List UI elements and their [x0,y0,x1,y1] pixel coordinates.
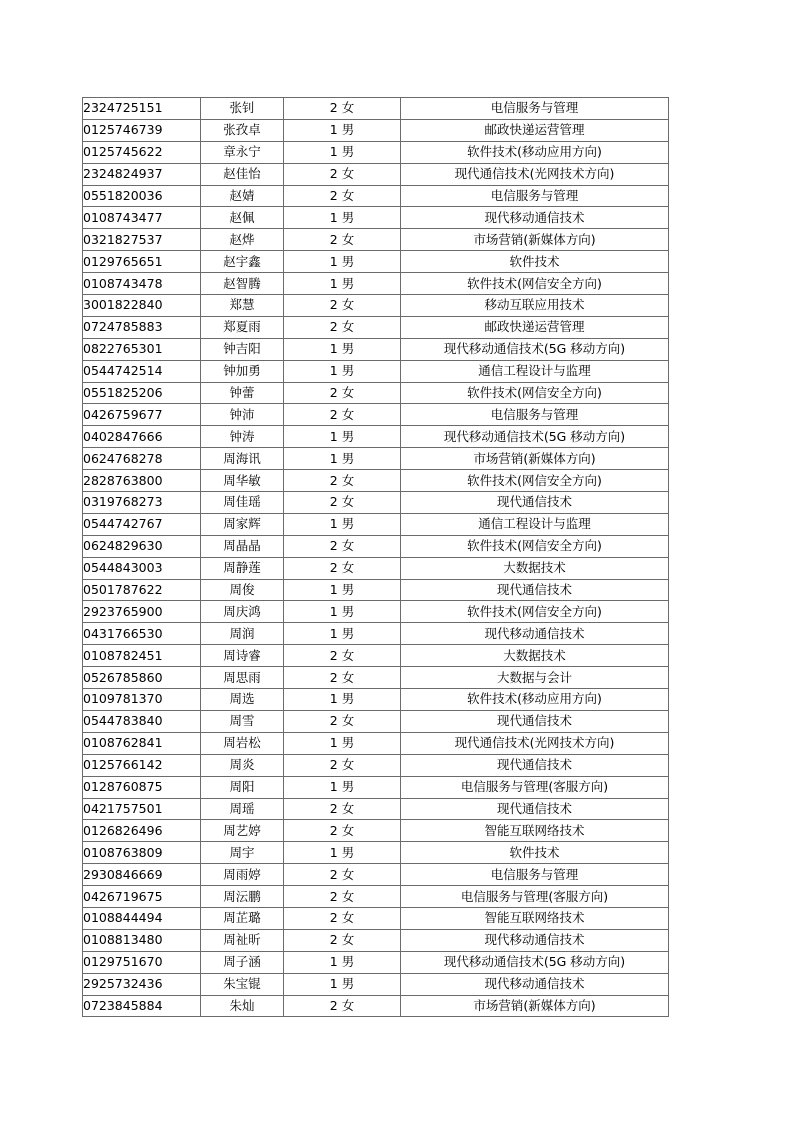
student-major-cell: 软件技术(网信安全方向) [401,535,669,557]
student-gender-cell: 1 男 [284,951,401,973]
student-gender-cell: 1 男 [284,448,401,470]
student-id-cell: 0108844494 [83,907,201,929]
student-id-cell: 0108743477 [83,207,201,229]
table-row [83,207,669,229]
student-major-cell: 市场营销(新媒体方向) [401,448,669,470]
student-gender-cell: 2 女 [284,382,401,404]
student-id-cell: 0128760875 [83,776,201,798]
student-gender-cell: 2 女 [284,185,401,207]
student-name-cell: 赵佩 [201,207,284,229]
student-gender-cell: 2 女 [284,907,401,929]
student-gender-cell: 2 女 [284,995,401,1017]
table-row [83,842,669,864]
student-gender-cell: 1 男 [284,513,401,535]
student-name-cell: 赵烨 [201,229,284,251]
student-id-cell: 0108743478 [83,273,201,295]
table-row [83,295,669,317]
student-name-cell: 周沄鹏 [201,886,284,908]
student-gender-cell: 1 男 [284,360,401,382]
student-name-cell: 周家辉 [201,513,284,535]
student-name-cell: 郑慧 [201,295,284,317]
student-name-cell: 周雪 [201,710,284,732]
student-id-cell: 0426759677 [83,404,201,426]
student-name-cell: 钟加勇 [201,360,284,382]
table-row [83,907,669,929]
table-row [83,229,669,251]
student-id-cell: 2828763800 [83,470,201,492]
student-gender-cell: 2 女 [284,710,401,732]
student-major-cell: 电信服务与管理 [401,98,669,120]
student-major-cell: 智能互联网络技术 [401,907,669,929]
student-name-cell: 周佳瑶 [201,492,284,514]
student-gender-cell: 1 男 [284,601,401,623]
table-row [83,141,669,163]
student-major-cell: 现代移动通信技术 [401,207,669,229]
student-name-cell: 钟吉阳 [201,338,284,360]
student-gender-cell: 2 女 [284,295,401,317]
student-id-cell: 0108762841 [83,732,201,754]
student-name-cell: 赵佳怡 [201,163,284,185]
roster-body [83,98,669,1017]
student-id-cell: 0108782451 [83,645,201,667]
student-major-cell: 软件技术(网信安全方向) [401,470,669,492]
student-name-cell: 周雨婷 [201,864,284,886]
student-major-cell: 邮政快递运营管理 [401,316,669,338]
student-id-cell: 0544742767 [83,513,201,535]
student-gender-cell: 1 男 [284,141,401,163]
student-gender-cell: 2 女 [284,754,401,776]
student-major-cell: 通信工程设计与监理 [401,513,669,535]
table-row [83,645,669,667]
student-gender-cell: 2 女 [284,864,401,886]
student-major-cell: 现代通信技术(光网技术方向) [401,732,669,754]
table-row [83,185,669,207]
student-name-cell: 周晶晶 [201,535,284,557]
table-row [83,382,669,404]
table-row [83,973,669,995]
student-gender-cell: 2 女 [284,557,401,579]
student-gender-cell: 2 女 [284,163,401,185]
student-major-cell: 现代通信技术 [401,754,669,776]
table-row [83,951,669,973]
table-row [83,535,669,557]
student-id-cell: 0402847666 [83,426,201,448]
table-row [83,579,669,601]
student-gender-cell: 2 女 [284,470,401,492]
student-name-cell: 周海讯 [201,448,284,470]
table-row [83,601,669,623]
student-name-cell: 郑夏雨 [201,316,284,338]
student-name-cell: 周瑶 [201,798,284,820]
student-major-cell: 电信服务与管理 [401,404,669,426]
student-gender-cell: 1 男 [284,426,401,448]
table-row [83,338,669,360]
student-id-cell: 3001822840 [83,295,201,317]
student-gender-cell: 1 男 [284,732,401,754]
student-major-cell: 现代通信技术 [401,579,669,601]
student-major-cell: 市场营销(新媒体方向) [401,995,669,1017]
student-id-cell: 0544783840 [83,710,201,732]
student-gender-cell: 2 女 [284,667,401,689]
table-row [83,426,669,448]
student-name-cell: 周润 [201,623,284,645]
table-row [83,492,669,514]
student-gender-cell: 1 男 [284,842,401,864]
student-name-cell: 周俊 [201,579,284,601]
table-row [83,98,669,120]
student-gender-cell: 2 女 [284,492,401,514]
table-row [83,557,669,579]
table-row [83,513,669,535]
table-row [83,929,669,951]
student-name-cell: 周静莲 [201,557,284,579]
table-row [83,886,669,908]
student-major-cell: 软件技术(移动应用方向) [401,689,669,711]
table-row [83,667,669,689]
student-id-cell: 0724785883 [83,316,201,338]
table-row [83,732,669,754]
student-id-cell: 0526785860 [83,667,201,689]
student-gender-cell: 2 女 [284,798,401,820]
table-row [83,689,669,711]
table-row [83,710,669,732]
student-id-cell: 2925732436 [83,973,201,995]
table-row [83,754,669,776]
student-id-cell: 0501787622 [83,579,201,601]
student-id-cell: 0125766142 [83,754,201,776]
student-id-cell: 0544843003 [83,557,201,579]
student-major-cell: 现代移动通信技术 [401,623,669,645]
student-id-cell: 0624768278 [83,448,201,470]
table-row [83,404,669,426]
student-gender-cell: 2 女 [284,645,401,667]
student-id-cell: 0125746739 [83,119,201,141]
student-name-cell: 周芷璐 [201,907,284,929]
student-name-cell: 赵智腾 [201,273,284,295]
student-major-cell: 现代通信技术 [401,798,669,820]
student-name-cell: 周子涵 [201,951,284,973]
student-major-cell: 邮政快递运营管理 [401,119,669,141]
student-id-cell: 2923765900 [83,601,201,623]
student-gender-cell: 1 男 [284,273,401,295]
student-id-cell: 2324725151 [83,98,201,120]
student-major-cell: 软件技术(网信安全方向) [401,273,669,295]
table-row [83,273,669,295]
student-major-cell: 电信服务与管理 [401,185,669,207]
student-id-cell: 0108763809 [83,842,201,864]
student-id-cell: 2930846669 [83,864,201,886]
student-name-cell: 周炎 [201,754,284,776]
student-id-cell: 0551825206 [83,382,201,404]
student-id-cell: 0544742514 [83,360,201,382]
student-name-cell: 张钊 [201,98,284,120]
student-gender-cell: 2 女 [284,929,401,951]
student-name-cell: 赵宇鑫 [201,251,284,273]
student-major-cell: 电信服务与管理(客服方向) [401,886,669,908]
student-name-cell: 周祉昕 [201,929,284,951]
student-name-cell: 周华敏 [201,470,284,492]
student-name-cell: 朱宝锟 [201,973,284,995]
table-row [83,776,669,798]
student-gender-cell: 1 男 [284,579,401,601]
student-id-cell: 0108813480 [83,929,201,951]
table-row [83,820,669,842]
student-major-cell: 大数据技术 [401,645,669,667]
table-row [83,360,669,382]
student-gender-cell: 2 女 [284,535,401,557]
table-row [83,995,669,1017]
student-major-cell: 软件技术(网信安全方向) [401,601,669,623]
student-id-cell: 0431766530 [83,623,201,645]
student-major-cell: 市场营销(新媒体方向) [401,229,669,251]
student-id-cell: 0421757501 [83,798,201,820]
student-major-cell: 现代移动通信技术(5G 移动方向) [401,426,669,448]
student-id-cell: 0109781370 [83,689,201,711]
student-gender-cell: 2 女 [284,886,401,908]
student-major-cell: 电信服务与管理(客服方向) [401,776,669,798]
student-id-cell: 0624829630 [83,535,201,557]
student-gender-cell: 2 女 [284,316,401,338]
table-row [83,623,669,645]
student-name-cell: 钟涛 [201,426,284,448]
student-major-cell: 电信服务与管理 [401,864,669,886]
student-major-cell: 智能互联网络技术 [401,820,669,842]
student-id-cell: 0319768273 [83,492,201,514]
student-gender-cell: 1 男 [284,689,401,711]
student-gender-cell: 1 男 [284,776,401,798]
student-name-cell: 钟沛 [201,404,284,426]
student-id-cell: 0426719675 [83,886,201,908]
student-major-cell: 软件技术(移动应用方向) [401,141,669,163]
student-major-cell: 现代移动通信技术 [401,929,669,951]
student-major-cell: 软件技术(网信安全方向) [401,382,669,404]
student-id-cell: 0129765651 [83,251,201,273]
student-roster-table [82,97,669,1017]
table-row [83,163,669,185]
student-id-cell: 0551820036 [83,185,201,207]
student-major-cell: 大数据技术 [401,557,669,579]
table-row [83,470,669,492]
student-id-cell: 0126826496 [83,820,201,842]
student-name-cell: 张孜卓 [201,119,284,141]
student-major-cell: 大数据与会计 [401,667,669,689]
student-major-cell: 软件技术 [401,251,669,273]
table-row [83,864,669,886]
student-name-cell: 钟蕾 [201,382,284,404]
student-id-cell: 2324824937 [83,163,201,185]
table-row [83,119,669,141]
student-name-cell: 周庆鸿 [201,601,284,623]
student-major-cell: 现代移动通信技术(5G 移动方向) [401,951,669,973]
student-name-cell: 赵婧 [201,185,284,207]
student-name-cell: 周选 [201,689,284,711]
student-name-cell: 周诗睿 [201,645,284,667]
student-name-cell: 周岩松 [201,732,284,754]
student-gender-cell: 1 男 [284,207,401,229]
student-gender-cell: 1 男 [284,251,401,273]
student-id-cell: 0723845884 [83,995,201,1017]
student-major-cell: 现代通信技术(光网技术方向) [401,163,669,185]
table-row [83,448,669,470]
student-id-cell: 0125745622 [83,141,201,163]
student-id-cell: 0321827537 [83,229,201,251]
student-gender-cell: 1 男 [284,973,401,995]
student-id-cell: 0822765301 [83,338,201,360]
table-row [83,316,669,338]
student-name-cell: 章永宁 [201,141,284,163]
student-gender-cell: 2 女 [284,229,401,251]
student-major-cell: 移动互联应用技术 [401,295,669,317]
student-gender-cell: 2 女 [284,98,401,120]
student-name-cell: 周阳 [201,776,284,798]
student-gender-cell: 2 女 [284,820,401,842]
student-gender-cell: 2 女 [284,404,401,426]
student-major-cell: 现代移动通信技术(5G 移动方向) [401,338,669,360]
student-gender-cell: 1 男 [284,338,401,360]
student-name-cell: 周宇 [201,842,284,864]
table-row [83,798,669,820]
student-gender-cell: 1 男 [284,119,401,141]
student-major-cell: 通信工程设计与监理 [401,360,669,382]
student-major-cell: 现代通信技术 [401,710,669,732]
student-gender-cell: 1 男 [284,623,401,645]
student-name-cell: 周思雨 [201,667,284,689]
student-major-cell: 现代移动通信技术 [401,973,669,995]
table-row [83,251,669,273]
student-name-cell: 朱灿 [201,995,284,1017]
student-major-cell: 现代通信技术 [401,492,669,514]
student-name-cell: 周艺婷 [201,820,284,842]
student-major-cell: 软件技术 [401,842,669,864]
student-id-cell: 0129751670 [83,951,201,973]
